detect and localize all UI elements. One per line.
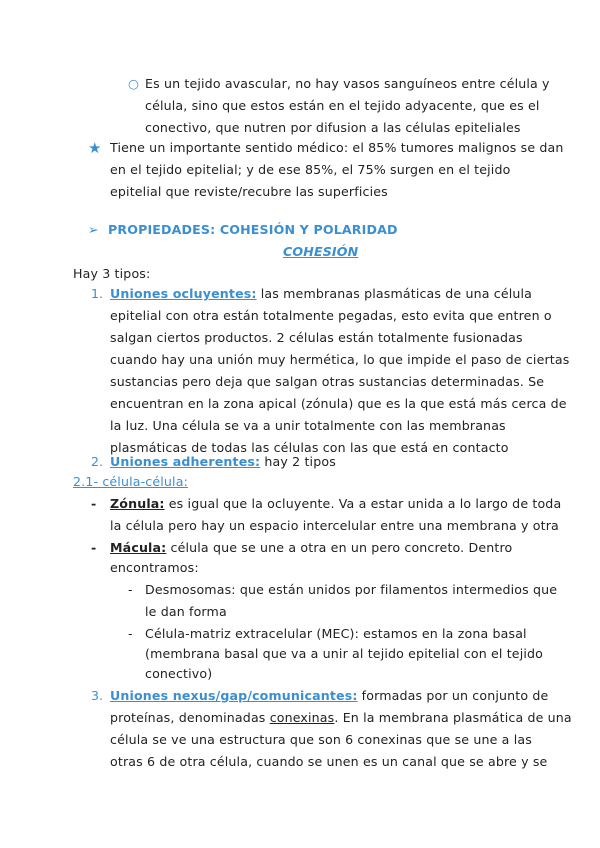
desmosomes-dash-icon: - [128,582,133,597]
item-1-first-text: las membranas plasmáticas de una célula [256,286,533,301]
macula-first-text: célula que se une a otra en un pero concreto. Dentro [166,540,513,555]
properties-heading: PROPIEDADES: COHESIÓN Y POLARIDAD [108,222,398,237]
occluding-junctions-term: Uniones ocluyentes: [110,286,257,301]
item-3-line-2-before: proteínas, denominadas [110,710,270,725]
macula-line-1 [110,538,512,558]
zonula-first-text: es igual que la ocluyente. Va a estar unida a lo largo de toda [164,496,562,511]
zonula-line-2: la célula pero hay un espacio intercelular entre una membrana y otra [110,518,559,533]
matrix-dash-icon: - [128,626,133,641]
avascular-line-1: Es un tejido avascular, no hay vasos sanguíneos entre célula y [145,76,550,91]
zonula-line-1 [110,494,561,514]
macula-term: Mácula: [110,540,167,555]
item-1-line-7: la luz. Una célula se va a unir totalmente con las membranas [110,418,506,433]
matrix-line-2: (membrana basal que va a unir al tejido epitelial con el tejido [145,646,543,661]
item-1-number: 1. [91,286,104,301]
desmosomes-line-1: Desmosomas: que están unidos por filamentos intermedios que [145,582,558,597]
item-1-line-2: epitelial con otra están totalmente pegadas, esto evita que entren o [110,308,552,323]
item-3-first-text: formadas por un conjunto de [357,688,549,703]
macula-line-2: encontramos: [110,560,199,575]
adherent-junctions-term: Uniones adherentes: [110,454,261,469]
types-intro: Hay 3 tipos: [73,266,151,281]
item-2-first-text: hay 2 tipos [260,454,336,469]
star-bullet-icon: ★ [88,139,102,157]
macula-dash-icon: - [91,540,97,555]
zonula-dash-icon: - [91,496,97,511]
avascular-line-3: conectivo, que nutren por difusion a las células epiteliales [145,120,521,135]
item-1-line-3: salgan ciertos productos. 2 células están totalmente fusionadas [110,330,523,345]
medical-line-3: epitelial que reviste/recubre las superficies [110,184,388,199]
item-3-line-2-after: . En la membrana plasmática de una [334,710,572,725]
item-3-line-3: célula se ve una estructura que son 6 conexinas que se une a las [110,732,532,747]
item-1-line-4: cuando hay una unión muy hermética, lo que impide el paso de ciertas [110,352,570,367]
item-3-first-line [110,686,548,706]
item-3-line-4: otras 6 de otra célula, cuando se unen es un canal que se abre y se [110,754,548,769]
medical-line-1: Tiene un importante sentido médico: el 85% tumores malignos se dan [110,140,564,155]
zonula-term: Zónula: [110,496,165,511]
desmosomes-line-2: le dan forma [145,604,227,619]
matrix-line-3: conectivo) [145,666,213,681]
item-3-number: 3. [91,688,104,703]
gap-junctions-term: Uniones nexus/gap/comunicantes: [110,688,358,703]
avascular-line-2: célula, sino que estos están en el tejido adyacente, que es el [145,98,540,113]
item-2-first-line [110,452,336,472]
cohesion-subheading: COHESIÓN [283,244,359,259]
item-1-first-line [110,284,532,304]
item-1-line-5: sustancias pero deja que salgan otras sustancias determinadas. Se [110,374,545,389]
item-3-line-2 [110,708,572,728]
cell-cell-subheading: 2.1- célula-célula: [73,474,188,489]
item-1-line-6: encuentran en la zona apical (zónula) que es la que está más cerca de [110,396,567,411]
item-1-line-8: plasmáticas de todas las células con las que está en contacto [110,440,509,455]
circle-bullet-icon: ○ [128,76,139,91]
item-2-number: 2. [91,454,104,469]
arrow-bullet-icon: ➢ [88,222,99,237]
connexins-term: conexinas [269,710,335,725]
medical-line-2: en el tejido epitelial; y de ese 85%, el 75% surgen en el tejido [110,162,511,177]
matrix-line-1: Célula-matriz extracelular (MEC): estamos en la zona basal [145,626,527,641]
